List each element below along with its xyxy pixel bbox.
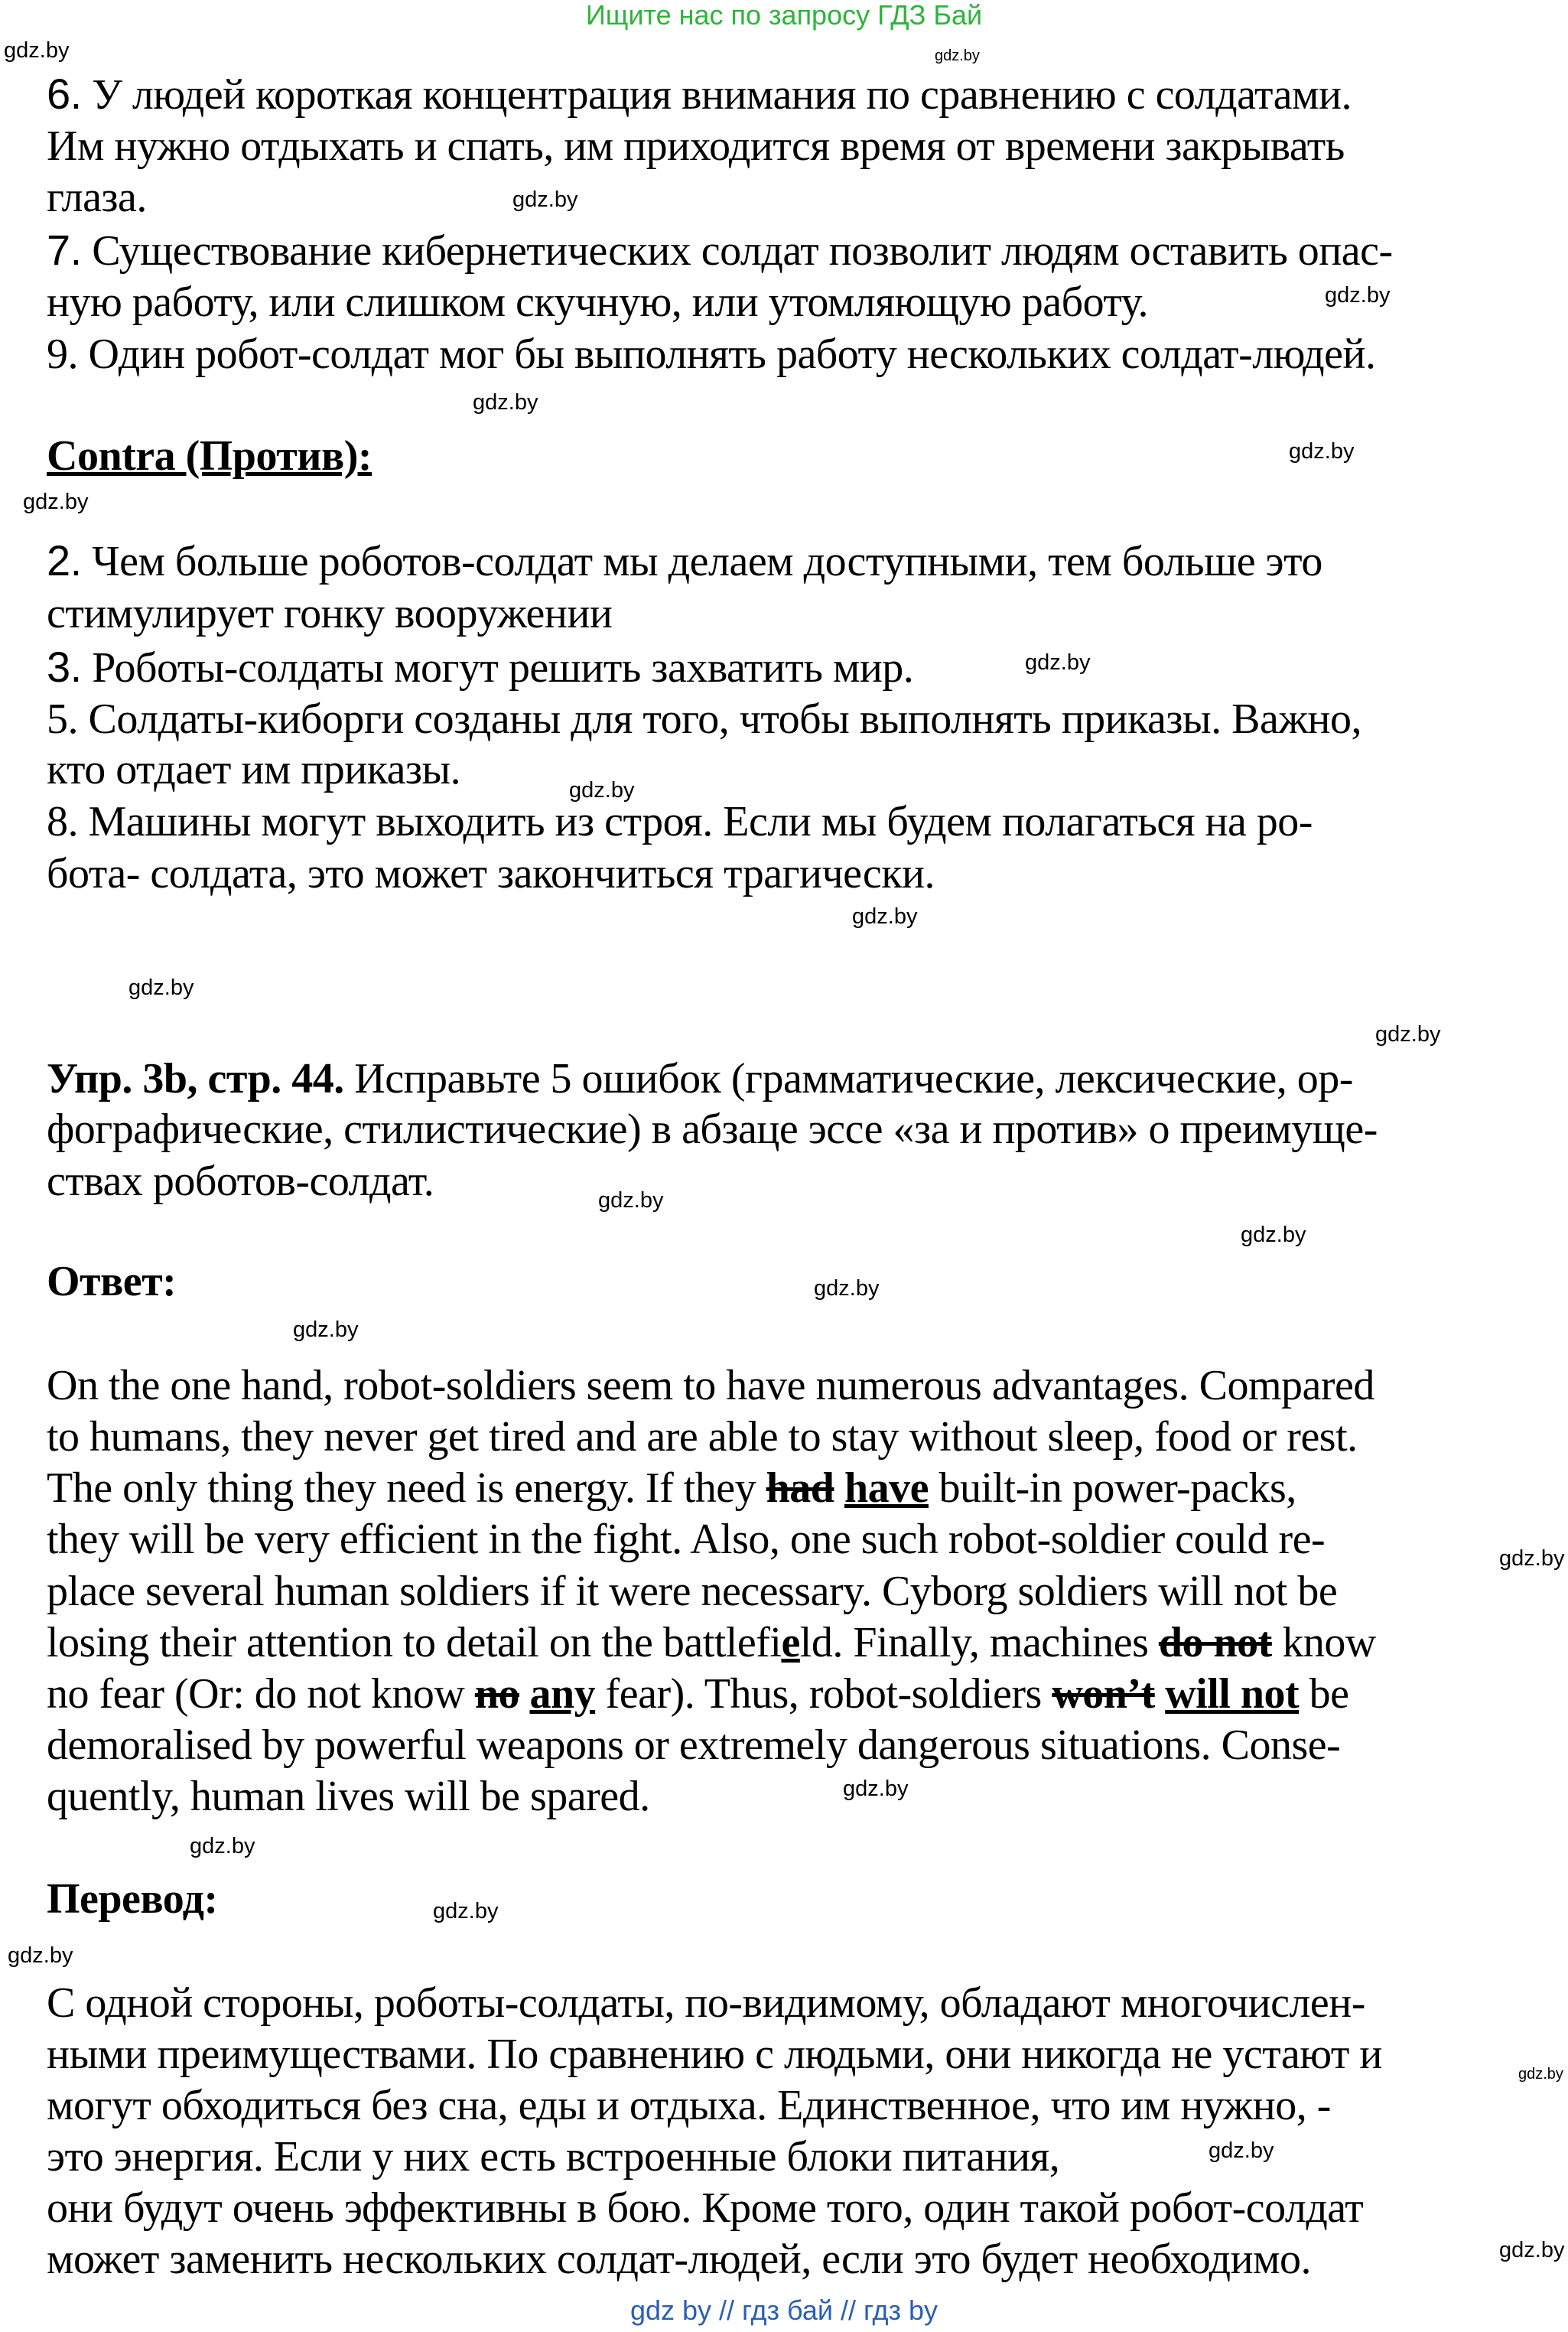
footer-links: gdz by // гдз бай // гдз by	[629, 2295, 939, 2326]
corrected-word: have	[844, 1464, 929, 1512]
watermark: gdz.by	[473, 390, 538, 415]
list-item: 6. У людей короткая концентрация внимания по сравнению с солдатами.	[47, 70, 1352, 119]
watermark: gdz.by	[1025, 650, 1091, 675]
watermark: gdz.by	[512, 187, 578, 212]
watermark: gdz.by	[843, 1777, 909, 1801]
struck-word: won’t	[1052, 1670, 1155, 1718]
text-line: losing their attention to detail on the battlefield. Finally, machines do not know	[47, 1619, 1376, 1666]
list-item: стимулирует гонку вооружении	[47, 590, 613, 637]
watermark: gdz.by	[433, 1899, 499, 1923]
watermark: gdz.by	[1518, 2066, 1563, 2083]
watermark: gdz.by	[4, 38, 70, 63]
task-line: ствах роботов-солдат.	[47, 1158, 434, 1205]
text-line: они будут очень эффективны в бою. Кроме того, один такой робот-солдат	[47, 2184, 1364, 2232]
text-line: это энергия. Если у них есть встроенные блоки питания,	[47, 2133, 1060, 2181]
watermark: gdz.by	[8, 1943, 73, 1968]
watermark: gdz.by	[1289, 439, 1355, 464]
watermark: gdz.by	[1499, 2238, 1565, 2262]
text-line: demoralised by powerful weapons or extremely dangerous situations. Conse-	[47, 1721, 1341, 1769]
task-label: Упр. 3b, стр. 44.	[47, 1055, 344, 1102]
list-item: 7. Существование кибернетических солдат позволит людям оставить опас-	[47, 226, 1393, 275]
text-line: to humans, they never get tired and are able to stay without sleep, food or rest.	[47, 1413, 1358, 1461]
text-line: ными преимуществами. По сравнению с людьми, они никогда не устают и	[47, 2031, 1382, 2078]
translation-heading: Перевод:	[47, 1875, 218, 1923]
corrected-word: will not	[1165, 1670, 1300, 1718]
watermark: gdz.by	[1499, 1546, 1565, 1571]
list-item: ную работу, или слишком скучную, или утомляющую работу.	[47, 278, 1149, 326]
watermark: gdz.by	[128, 975, 194, 1000]
list-item: 8. Машины могут выходить из строя. Если мы будем полагаться на ро-	[47, 798, 1313, 845]
text-line: могут обходиться без сна, еды и отдыха. Единственное, что им нужно, -	[47, 2082, 1331, 2129]
contra-heading: Contra (Против):	[47, 432, 372, 480]
text-line: On the one hand, robot-soldiers seem to have numerous advantages. Compared	[47, 1362, 1374, 1409]
answer-heading: Ответ:	[47, 1258, 177, 1305]
text-line: place several human soldiers if it were necessary. Cyborg soldiers will not be	[47, 1568, 1338, 1615]
watermark: gdz.by	[814, 1276, 880, 1301]
list-item: кто отдает им приказы.	[47, 746, 461, 793]
watermark: gdz.by	[1375, 1022, 1441, 1047]
list-item: глаза.	[47, 174, 147, 221]
struck-word: no	[474, 1670, 519, 1718]
list-item: Им нужно отдыхать и спать, им приходится время от времени закрывать	[47, 122, 1345, 170]
corrected-word: any	[529, 1670, 596, 1718]
list-item: 9. Один робот-солдат мог бы выполнять работу нескольких солдат-людей.	[47, 331, 1376, 378]
watermark: gdz.by	[935, 47, 980, 64]
list-item: 5. Солдаты-киборги созданы для того, чтобы выполнять приказы. Важно,	[47, 695, 1361, 743]
search-hint-banner: Ищите нас по запросу ГДЗ Бай	[585, 0, 983, 31]
watermark: gdz.by	[1209, 2138, 1274, 2163]
watermark: gdz.by	[569, 778, 635, 803]
watermark: gdz.by	[23, 490, 89, 514]
text-line: no fear (Or: do not know no any fear). Thus, robot-soldiers won’t will not be	[47, 1670, 1349, 1718]
watermark: gdz.by	[598, 1188, 664, 1213]
list-item: 3. Роботы-солдаты могут решить захватить мир.	[47, 643, 914, 692]
watermark: gdz.by	[1325, 283, 1391, 308]
struck-word: had	[766, 1464, 834, 1512]
task-line: фографические, стилистические) в абзаце эссе «за и против» о преимуще-	[47, 1106, 1378, 1153]
text-line: quently, human lives will be spared.	[47, 1773, 650, 1820]
text-line: С одной стороны, роботы-солдаты, по-видимому, обладают многочислен-	[47, 1979, 1365, 2027]
text-line: The only thing they need is energy. If they had have built-in power-packs,	[47, 1464, 1296, 1512]
watermark: gdz.by	[852, 904, 918, 929]
text-line: может заменить нескольких солдат-людей, если это будет необходимо.	[47, 2236, 1312, 2283]
list-item: бота- солдата, это может закончиться трагически.	[47, 850, 935, 897]
text-line: they will be very efficient in the fight. Also, one such robot-soldier could re-	[47, 1516, 1326, 1563]
watermark: gdz.by	[1241, 1223, 1306, 1247]
list-item: 2. Чем больше роботов-солдат мы делаем доступными, тем больше это	[47, 536, 1322, 585]
watermark: gdz.by	[190, 1834, 255, 1858]
struck-word: do not	[1158, 1619, 1272, 1666]
corrected-letter: e	[781, 1619, 800, 1666]
watermark: gdz.by	[293, 1317, 359, 1342]
